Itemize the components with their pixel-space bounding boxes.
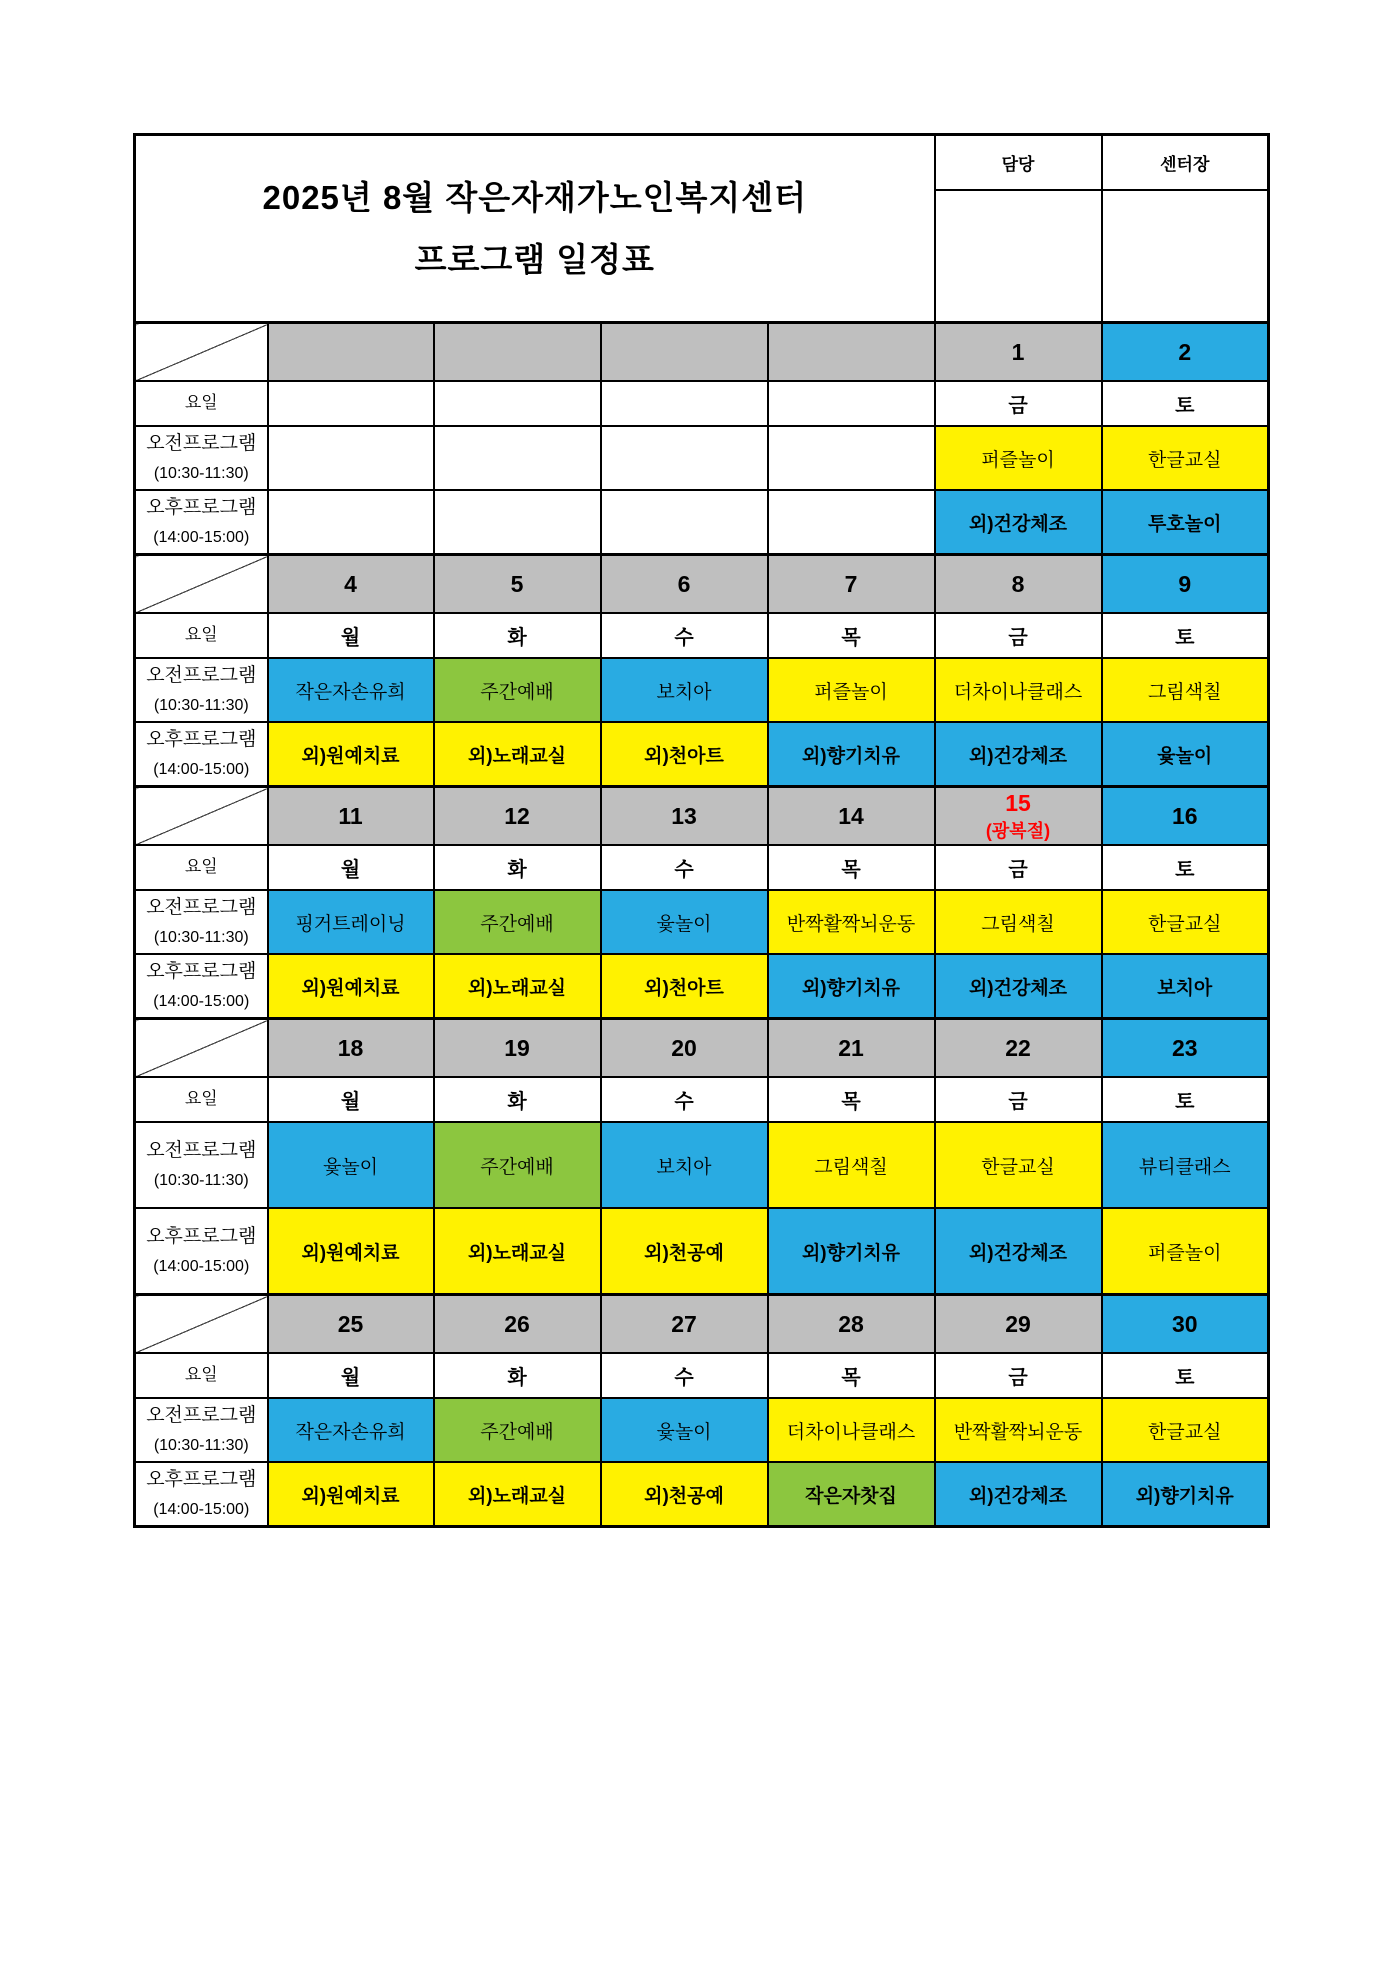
date-cell xyxy=(434,555,601,614)
cell-text: 요일 xyxy=(184,857,218,877)
morning-row-label xyxy=(135,1398,268,1462)
cell-text: 28 xyxy=(838,1310,864,1337)
program-cell xyxy=(1102,890,1269,954)
date-cell xyxy=(268,787,434,846)
cell-text: 수 xyxy=(674,859,694,881)
week-corner-cell xyxy=(135,323,268,382)
cell-text: 퍼즐놀이 xyxy=(1148,1242,1222,1264)
cell-text: 외)천아트 xyxy=(644,745,724,767)
signature-box-center-head xyxy=(1102,190,1269,323)
cell-text: (14:00-15:00) xyxy=(153,1501,250,1518)
cell-text: 외)건강체조 xyxy=(968,513,1068,535)
day-cell xyxy=(768,613,935,658)
program-cell xyxy=(1102,1398,1269,1462)
cell-text: 목 xyxy=(841,859,861,881)
cell-text: 보치아 xyxy=(1157,977,1213,999)
cell-text: 외)원예치료 xyxy=(301,1242,400,1264)
program-cell xyxy=(768,1208,935,1295)
cell-text: 금 xyxy=(1008,859,1028,881)
day-cell xyxy=(1102,1353,1269,1398)
program-cell xyxy=(935,1398,1102,1462)
date-cell xyxy=(601,555,768,614)
week-3-afternoon-program-row xyxy=(135,954,1269,1019)
cell-text: 외)향기치유 xyxy=(1135,1485,1234,1507)
program-cell xyxy=(1102,954,1269,1019)
cell-text: 그림색칠 xyxy=(981,913,1055,935)
program-cell xyxy=(1102,1208,1269,1295)
cell-text: 주간예배 xyxy=(480,1421,554,1443)
date-cell xyxy=(1102,787,1269,846)
cell-text: 수 xyxy=(674,1367,694,1389)
title-row xyxy=(135,135,1269,191)
cell-text: 주간예배 xyxy=(480,913,554,935)
cell-text: 오전프로그램 xyxy=(146,896,257,918)
signature-box-damdang xyxy=(935,190,1102,323)
cell-text: 외)노래교실 xyxy=(467,1485,567,1507)
date-cell xyxy=(935,787,1102,846)
day-cell xyxy=(268,845,434,890)
cell-text: 13 xyxy=(671,802,697,829)
date-cell xyxy=(935,1295,1102,1354)
cell-text: 오전프로그램 xyxy=(146,1139,257,1161)
program-cell xyxy=(601,1398,768,1462)
cell-text: 퍼즐놀이 xyxy=(814,681,888,703)
cell-text: 9 xyxy=(1178,570,1192,597)
week-4-morning-program-row xyxy=(135,1122,1269,1208)
program-cell xyxy=(268,1398,434,1462)
cell-text: 외)노래교실 xyxy=(467,977,567,999)
cell-text: 화 xyxy=(507,1091,527,1113)
day-cell xyxy=(434,1077,601,1122)
cell-text: 4 xyxy=(344,570,357,597)
cell-text: 금 xyxy=(1008,627,1028,649)
cell-text: 25 xyxy=(337,1310,364,1337)
cell-text: (14:00-15:00) xyxy=(153,529,250,546)
cell-text: 외)천아트 xyxy=(644,977,724,999)
cell-text: 외)노래교실 xyxy=(467,745,567,767)
program-cell xyxy=(768,890,935,954)
cell-text: 토 xyxy=(1175,1091,1195,1113)
day-row-label xyxy=(135,381,268,426)
date-cell xyxy=(268,555,434,614)
day-row-label xyxy=(135,1077,268,1122)
date-cell xyxy=(601,1019,768,1078)
program-cell xyxy=(601,1462,768,1527)
program-cell xyxy=(1102,722,1269,787)
program-cell xyxy=(935,890,1102,954)
day-cell xyxy=(601,613,768,658)
week-corner-cell xyxy=(135,555,268,614)
week-5-morning-program-row xyxy=(135,1398,1269,1462)
date-cell xyxy=(935,323,1102,382)
day-cell xyxy=(768,1353,935,1398)
cell-text: 외)노래교실 xyxy=(467,1242,567,1264)
program-cell xyxy=(434,1462,601,1527)
cell-text: 수 xyxy=(674,1091,694,1113)
date-cell xyxy=(434,787,601,846)
cell-text: 뷰티클래스 xyxy=(1138,1156,1231,1178)
cell-text: 오전프로그램 xyxy=(146,432,257,454)
program-cell xyxy=(768,426,935,490)
day-cell xyxy=(1102,1077,1269,1122)
cell-text: 8 xyxy=(1011,570,1025,597)
day-cell xyxy=(768,381,935,426)
program-cell xyxy=(935,426,1102,490)
program-cell xyxy=(601,426,768,490)
program-cell xyxy=(935,954,1102,1019)
program-cell xyxy=(434,954,601,1019)
program-cell xyxy=(935,1208,1102,1295)
cell-text: 15 xyxy=(1005,789,1031,816)
date-cell xyxy=(601,1295,768,1354)
day-cell xyxy=(601,845,768,890)
cell-text: 더차이나클래스 xyxy=(953,681,1083,703)
day-cell xyxy=(935,1353,1102,1398)
cell-text: 26 xyxy=(504,1310,530,1337)
program-cell xyxy=(935,658,1102,722)
week-2-date-row xyxy=(135,555,1269,614)
cell-text: 7 xyxy=(844,570,858,597)
morning-row-label xyxy=(135,1122,268,1208)
cell-text: 핑거트레이닝 xyxy=(295,913,406,935)
day-cell xyxy=(1102,381,1269,426)
cell-text: 21 xyxy=(838,1034,864,1061)
program-cell xyxy=(268,1462,434,1527)
cell-text: 월 xyxy=(340,859,361,881)
week-1-afternoon-program-row xyxy=(135,490,1269,555)
program-cell xyxy=(601,1208,768,1295)
day-cell xyxy=(768,845,935,890)
cell-text: (10:30-11:30) xyxy=(153,1172,249,1189)
page-title xyxy=(135,135,935,323)
day-cell xyxy=(935,845,1102,890)
week-5-afternoon-program-row xyxy=(135,1462,1269,1527)
cell-text: 한글교실 xyxy=(981,1156,1055,1178)
cell-text: 한글교실 xyxy=(1148,913,1222,935)
date-cell xyxy=(601,787,768,846)
cell-text: 22 xyxy=(1005,1034,1031,1061)
cell-text: 18 xyxy=(337,1034,364,1061)
program-cell xyxy=(601,954,768,1019)
cell-text: 월 xyxy=(340,627,361,649)
cell-text: 외)건강체조 xyxy=(968,1485,1068,1507)
date-cell xyxy=(1102,1019,1269,1078)
afternoon-row-label xyxy=(135,490,268,555)
cell-text: (14:00-15:00) xyxy=(153,1258,250,1275)
cell-text: 29 xyxy=(1005,1310,1031,1337)
cell-text: 오전프로그램 xyxy=(146,1404,257,1426)
week-corner-cell xyxy=(135,787,268,846)
week-2-afternoon-program-row xyxy=(135,722,1269,787)
cell-text: 작은자찻집 xyxy=(805,1485,897,1507)
cell-text: 외)원예치료 xyxy=(301,745,400,767)
week-corner-cell xyxy=(135,1295,268,1354)
program-cell xyxy=(601,490,768,555)
cell-text: 주간예배 xyxy=(480,681,554,703)
date-cell xyxy=(1102,323,1269,382)
morning-row-label xyxy=(135,658,268,722)
cell-text: 목 xyxy=(841,1367,861,1389)
date-cell xyxy=(768,323,935,382)
week-2-morning-program-row xyxy=(135,658,1269,722)
cell-text: 외)향기치유 xyxy=(801,745,901,767)
program-cell xyxy=(768,1122,935,1208)
cell-text: 투호놀이 xyxy=(1148,513,1222,535)
cell-text: 30 xyxy=(1171,1310,1198,1337)
cell-text: 작은자손유희 xyxy=(295,1421,406,1443)
afternoon-row-label xyxy=(135,1208,268,1295)
cell-text: (14:00-15:00) xyxy=(153,993,250,1010)
cell-text: 화 xyxy=(507,627,527,649)
cell-text: 한글교실 xyxy=(1148,449,1222,471)
program-cell xyxy=(268,426,434,490)
cell-text: 27 xyxy=(671,1310,697,1337)
program-schedule-table xyxy=(133,133,1270,1528)
cell-text: 오후프로그램 xyxy=(146,496,257,518)
cell-text: 퍼즐놀이 xyxy=(981,449,1055,471)
cell-text: 윷놀이 xyxy=(1157,745,1213,767)
date-cell xyxy=(935,1019,1102,1078)
day-cell xyxy=(434,1353,601,1398)
program-cell xyxy=(268,722,434,787)
program-cell xyxy=(268,890,434,954)
date-cell xyxy=(935,555,1102,614)
program-cell xyxy=(601,890,768,954)
cell-text: 한글교실 xyxy=(1148,1421,1222,1443)
program-cell xyxy=(434,1122,601,1208)
cell-text: 오후프로그램 xyxy=(146,1225,257,1247)
day-cell xyxy=(935,1077,1102,1122)
program-cell xyxy=(768,722,935,787)
cell-text: 작은자손유희 xyxy=(295,681,406,703)
date-cell xyxy=(268,1019,434,1078)
program-cell xyxy=(935,1462,1102,1527)
program-cell xyxy=(434,722,601,787)
program-cell xyxy=(935,490,1102,555)
day-cell xyxy=(268,381,434,426)
program-cell xyxy=(434,426,601,490)
cell-text: 요일 xyxy=(184,1089,218,1109)
cell-text: 2 xyxy=(1178,338,1192,365)
program-cell xyxy=(768,954,935,1019)
cell-text: 보치아 xyxy=(656,681,712,703)
cell-text: 외)향기치유 xyxy=(801,1242,901,1264)
page-title-line1: 2025년 8월 작은자재가노인복지센터 xyxy=(262,179,808,217)
day-cell xyxy=(935,613,1102,658)
day-cell xyxy=(935,381,1102,426)
approval-label-center-head: 센터장 xyxy=(1102,135,1269,191)
day-cell xyxy=(434,845,601,890)
week-5-date-row xyxy=(135,1295,1269,1354)
program-cell xyxy=(935,722,1102,787)
program-cell xyxy=(434,1398,601,1462)
cell-text: 오후프로그램 xyxy=(146,960,257,982)
date-cell xyxy=(268,1295,434,1354)
cell-text: 14 xyxy=(838,802,864,829)
cell-text: 반짝활짝뇌운동 xyxy=(953,1421,1083,1443)
program-cell xyxy=(935,1122,1102,1208)
day-row-label xyxy=(135,613,268,658)
cell-text: 23 xyxy=(1171,1034,1198,1061)
day-cell xyxy=(268,1353,434,1398)
week-3-morning-program-row xyxy=(135,890,1269,954)
cell-text: 금 xyxy=(1008,1367,1028,1389)
page-title-line2: 프로그램 일정표 xyxy=(414,240,655,278)
day-cell xyxy=(601,1077,768,1122)
day-row-label xyxy=(135,845,268,890)
program-cell xyxy=(768,1462,935,1527)
date-cell xyxy=(434,323,601,382)
week-3-date-row xyxy=(135,787,1269,846)
day-cell xyxy=(268,1077,434,1122)
cell-text: 그림색칠 xyxy=(814,1156,888,1178)
cell-text: (14:00-15:00) xyxy=(153,761,250,778)
cell-text: 요일 xyxy=(184,393,218,413)
week-1-date-row xyxy=(135,323,1269,382)
cell-text: 5 xyxy=(510,570,524,597)
day-cell xyxy=(1102,845,1269,890)
date-cell xyxy=(768,555,935,614)
cell-text: 금 xyxy=(1008,1091,1028,1113)
date-cell xyxy=(768,787,935,846)
cell-text: (10:30-11:30) xyxy=(153,929,249,946)
date-cell xyxy=(768,1295,935,1354)
cell-text: 요일 xyxy=(184,625,218,645)
cell-text: 외)향기치유 xyxy=(801,977,901,999)
program-cell xyxy=(268,1122,434,1208)
cell-text: (10:30-11:30) xyxy=(153,697,249,714)
cell-text: 오전프로그램 xyxy=(146,664,257,686)
program-cell xyxy=(768,658,935,722)
cell-text: 월 xyxy=(340,1367,361,1389)
cell-text: 주간예배 xyxy=(480,1156,554,1178)
program-cell xyxy=(268,490,434,555)
cell-text: 1 xyxy=(1011,338,1025,365)
week-1-day-row xyxy=(135,381,1269,426)
date-cell xyxy=(768,1019,935,1078)
program-cell xyxy=(434,890,601,954)
day-row-label xyxy=(135,1353,268,1398)
date-cell xyxy=(1102,555,1269,614)
cell-text: 월 xyxy=(340,1091,361,1113)
cell-text: 외)원예치료 xyxy=(301,977,400,999)
cell-text: 반짝활짝뇌운동 xyxy=(786,913,916,935)
cell-text: 목 xyxy=(841,627,861,649)
program-cell xyxy=(434,1208,601,1295)
week-5-day-row xyxy=(135,1353,1269,1398)
cell-text: (10:30-11:30) xyxy=(153,1437,249,1454)
week-3-day-row xyxy=(135,845,1269,890)
program-cell xyxy=(268,658,434,722)
program-cell xyxy=(1102,658,1269,722)
cell-text: 외)원예치료 xyxy=(301,1485,400,1507)
cell-text: 19 xyxy=(504,1034,530,1061)
program-cell xyxy=(268,954,434,1019)
program-cell xyxy=(1102,1122,1269,1208)
cell-text: 목 xyxy=(841,1091,861,1113)
cell-text: 외)건강체조 xyxy=(968,745,1068,767)
week-4-day-row xyxy=(135,1077,1269,1122)
date-cell xyxy=(434,1295,601,1354)
afternoon-row-label xyxy=(135,1462,268,1527)
program-cell xyxy=(434,490,601,555)
program-cell xyxy=(1102,490,1269,555)
afternoon-row-label xyxy=(135,954,268,1019)
program-cell xyxy=(1102,426,1269,490)
morning-row-label xyxy=(135,890,268,954)
program-cell xyxy=(434,658,601,722)
program-cell xyxy=(268,1208,434,1295)
program-cell xyxy=(601,1122,768,1208)
cell-text: (광복절) xyxy=(985,821,1051,841)
cell-text: 외)건강체조 xyxy=(968,977,1068,999)
cell-text: 오후프로그램 xyxy=(146,728,257,750)
date-cell xyxy=(1102,1295,1269,1354)
week-2-day-row xyxy=(135,613,1269,658)
day-cell xyxy=(268,613,434,658)
cell-text: 토 xyxy=(1175,859,1195,881)
program-cell xyxy=(601,658,768,722)
program-cell xyxy=(768,490,935,555)
program-cell xyxy=(768,1398,935,1462)
cell-text: 윷놀이 xyxy=(322,1156,379,1178)
cell-text: 화 xyxy=(507,1367,527,1389)
cell-text: 외)천공예 xyxy=(644,1242,724,1264)
program-cell xyxy=(601,722,768,787)
day-cell xyxy=(434,381,601,426)
program-cell xyxy=(1102,1462,1269,1527)
cell-text: 외)천공예 xyxy=(644,1485,724,1507)
week-4-afternoon-program-row xyxy=(135,1208,1269,1295)
cell-text: 11 xyxy=(338,802,363,829)
morning-row-label xyxy=(135,426,268,490)
cell-text: 20 xyxy=(671,1034,697,1061)
cell-text: 그림색칠 xyxy=(1148,681,1222,703)
week-1-morning-program-row xyxy=(135,426,1269,490)
cell-text: (10:30-11:30) xyxy=(153,465,249,482)
cell-text: 6 xyxy=(677,570,691,597)
approval-label-damdang: 담당 xyxy=(935,135,1102,191)
cell-text: 12 xyxy=(504,802,530,829)
cell-text: 외)건강체조 xyxy=(968,1242,1068,1264)
cell-text: 토 xyxy=(1175,395,1195,417)
week-corner-cell xyxy=(135,1019,268,1078)
day-cell xyxy=(768,1077,935,1122)
cell-text: 금 xyxy=(1008,395,1028,417)
cell-text: 더차이나클래스 xyxy=(786,1421,916,1443)
date-cell xyxy=(434,1019,601,1078)
cell-text: 윷놀이 xyxy=(656,913,712,935)
cell-text: 요일 xyxy=(184,1365,218,1385)
cell-text: 토 xyxy=(1175,1367,1195,1389)
cell-text: 16 xyxy=(1171,802,1198,829)
cell-text: 수 xyxy=(674,627,694,649)
date-cell xyxy=(268,323,434,382)
cell-text: 윷놀이 xyxy=(656,1421,712,1443)
cell-text: 화 xyxy=(507,859,527,881)
week-4-date-row xyxy=(135,1019,1269,1078)
cell-text: 토 xyxy=(1175,627,1195,649)
afternoon-row-label xyxy=(135,722,268,787)
day-cell xyxy=(601,381,768,426)
cell-text: 보치아 xyxy=(656,1156,712,1178)
day-cell xyxy=(601,1353,768,1398)
date-cell xyxy=(601,323,768,382)
day-cell xyxy=(1102,613,1269,658)
day-cell xyxy=(434,613,601,658)
cell-text: 오후프로그램 xyxy=(146,1468,257,1490)
